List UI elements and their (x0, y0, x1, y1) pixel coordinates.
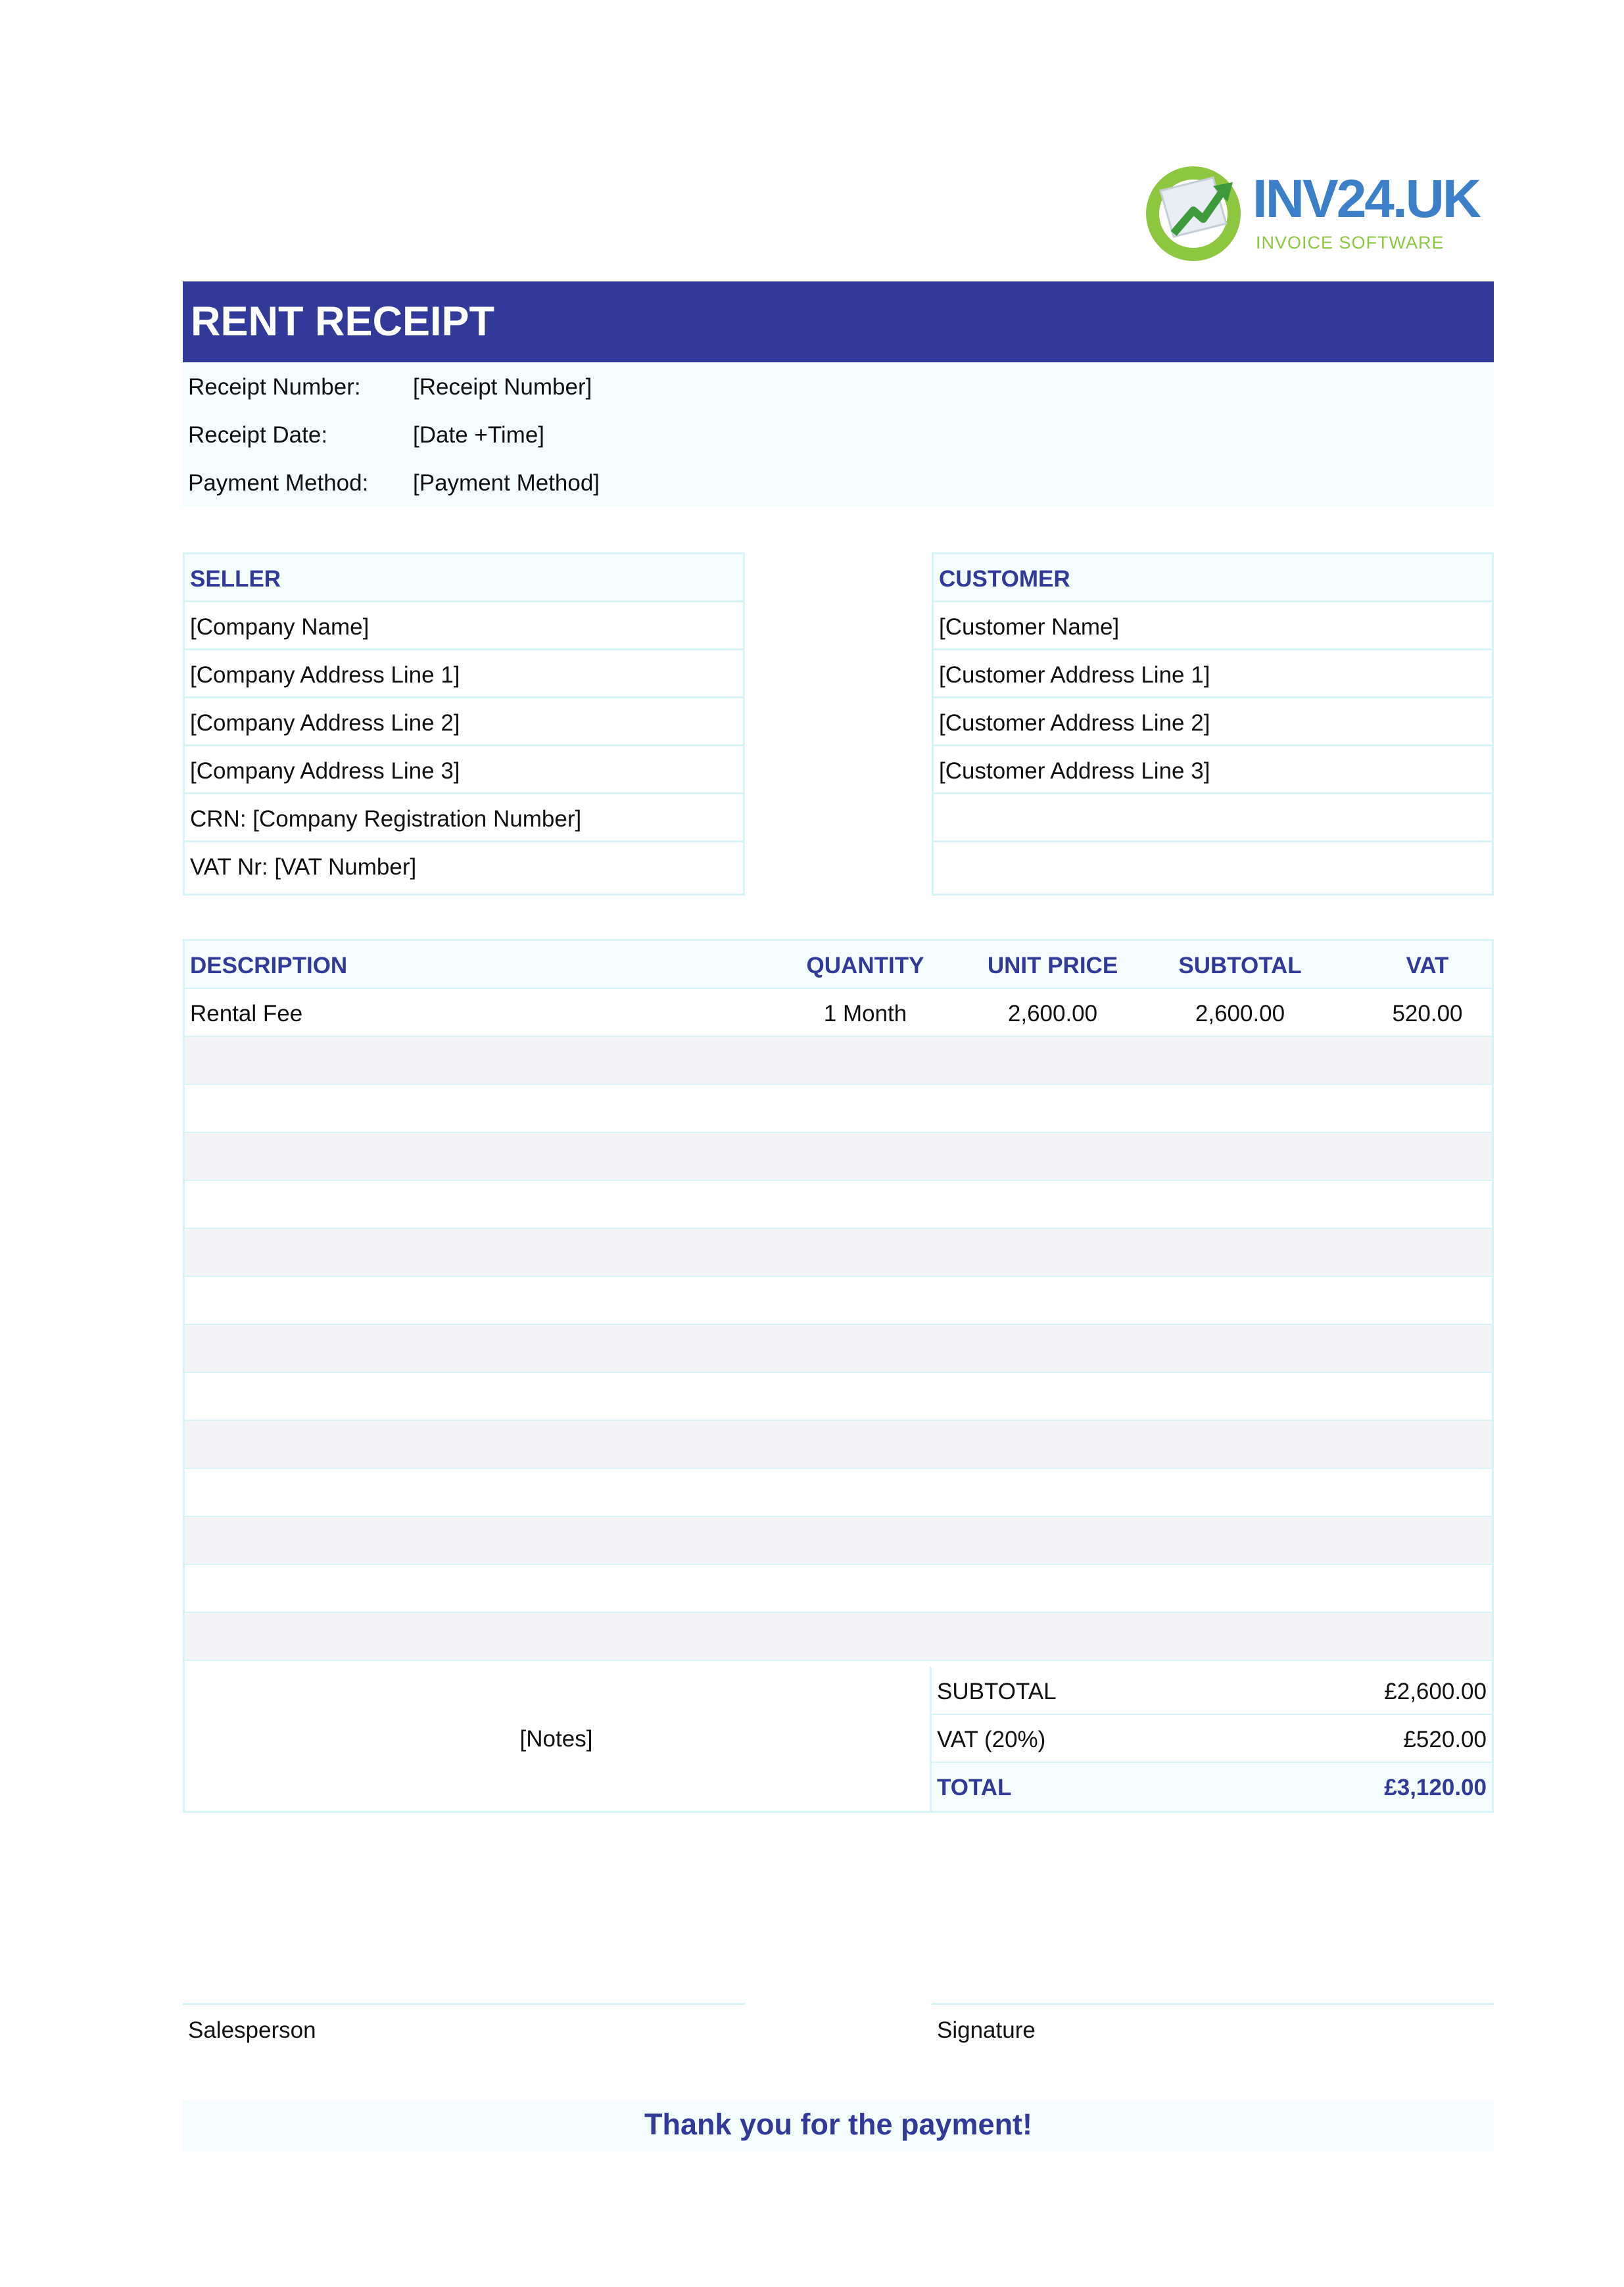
seller-line-text: [Company Address Line 3] (190, 758, 460, 784)
cell-vat: 520.00 (1392, 1001, 1463, 1026)
customer-line (934, 698, 1492, 746)
meta-label: Receipt Number: (188, 374, 361, 400)
customer-line (934, 746, 1492, 794)
page-title: RENT RECEIPT (191, 299, 495, 345)
customer-line (934, 794, 1492, 842)
empty-row (185, 1133, 1492, 1181)
cell-unit-price: 2,600.00 (1007, 1001, 1098, 1026)
logo-tagline: INVOICE SOFTWARE (1256, 233, 1445, 253)
subtotal-row (932, 1667, 1492, 1715)
seller-line (185, 746, 743, 794)
empty-row (185, 1373, 1492, 1421)
empty-row (185, 1613, 1492, 1661)
salesperson-line (183, 2003, 745, 2005)
customer-line (934, 650, 1492, 698)
customer-box (932, 552, 1494, 896)
meta-row-payment-method (183, 458, 1494, 506)
notes-text: [Notes] (519, 1726, 593, 1752)
customer-line-text: [Customer Address Line 3] (939, 758, 1210, 784)
empty-row (185, 1421, 1492, 1469)
seller-line-text: [Company Name] (190, 614, 370, 640)
meta-value: [Payment Method] (413, 470, 600, 496)
seller-box (183, 552, 745, 896)
thanks-bar (183, 2101, 1494, 2152)
meta-row-receipt-date (183, 410, 1494, 458)
seller-heading-row (185, 554, 743, 602)
empty-row (185, 1565, 1492, 1613)
seller-heading: SELLER (190, 566, 281, 592)
customer-line-text: [Customer Name] (939, 614, 1120, 640)
total-row (932, 1763, 1492, 1811)
empty-row (185, 1277, 1492, 1325)
seller-line-text: [Company Address Line 1] (190, 662, 460, 688)
empty-row (185, 1085, 1492, 1133)
seller-line-text: VAT Nr: [VAT Number] (190, 854, 417, 880)
cell-subtotal: 2,600.00 (1195, 1001, 1285, 1026)
customer-line (934, 602, 1492, 650)
meta-label: Receipt Date: (188, 422, 328, 448)
items-header-row (185, 941, 1492, 989)
total-label: TOTAL (937, 1775, 1012, 1800)
thanks-message: Thank you for the payment! (644, 2107, 1033, 2141)
subtotal-value: £2,600.00 (1384, 1679, 1487, 1704)
vat-row (932, 1715, 1492, 1763)
cell-description: Rental Fee (190, 1001, 303, 1026)
meta-value: [Date +Time] (413, 422, 545, 448)
subtotal-label: SUBTOTAL (937, 1679, 1057, 1704)
table-row (185, 989, 1492, 1037)
empty-row (185, 1517, 1492, 1565)
signature-label: Signature (937, 2017, 1036, 2043)
customer-line-text: [Customer Address Line 1] (939, 662, 1210, 688)
empty-row (185, 1325, 1492, 1373)
totals-block (932, 1667, 1494, 1811)
meta-value: [Receipt Number] (413, 374, 592, 400)
customer-heading: CUSTOMER (939, 566, 1070, 592)
vat-value: £520.00 (1403, 1727, 1487, 1752)
header-subtotal: SUBTOTAL (1178, 953, 1302, 978)
customer-line (934, 842, 1492, 890)
signature-line (932, 2003, 1494, 2005)
empty-row (185, 1469, 1492, 1517)
seller-line (185, 842, 743, 890)
seller-line (185, 698, 743, 746)
empty-row (185, 1229, 1492, 1277)
notes-area (183, 1667, 932, 1811)
seller-line-text: CRN: [Company Registration Number] (190, 806, 582, 832)
customer-line-text: [Customer Address Line 2] (939, 710, 1210, 736)
receipt-meta (183, 362, 1494, 507)
vat-label: VAT (20%) (937, 1727, 1046, 1752)
empty-row (185, 1181, 1492, 1229)
header-unit-price: UNIT PRICE (987, 953, 1118, 978)
total-value: £3,120.00 (1384, 1775, 1487, 1800)
seller-line (185, 794, 743, 842)
logo-brand: INV24.UK (1253, 169, 1480, 229)
header-description: DESCRIPTION (190, 953, 348, 978)
header-vat: VAT (1406, 953, 1449, 978)
meta-label: Payment Method: (188, 470, 369, 496)
seller-line (185, 650, 743, 698)
meta-row-receipt-number (183, 362, 1494, 410)
header-quantity: QUANTITY (806, 953, 924, 978)
seller-line (185, 602, 743, 650)
customer-heading-row (934, 554, 1492, 602)
salesperson-label: Salesperson (188, 2017, 316, 2043)
seller-line-text: [Company Address Line 2] (190, 710, 460, 736)
cell-quantity: 1 Month (823, 1001, 907, 1026)
empty-row (185, 1037, 1492, 1085)
